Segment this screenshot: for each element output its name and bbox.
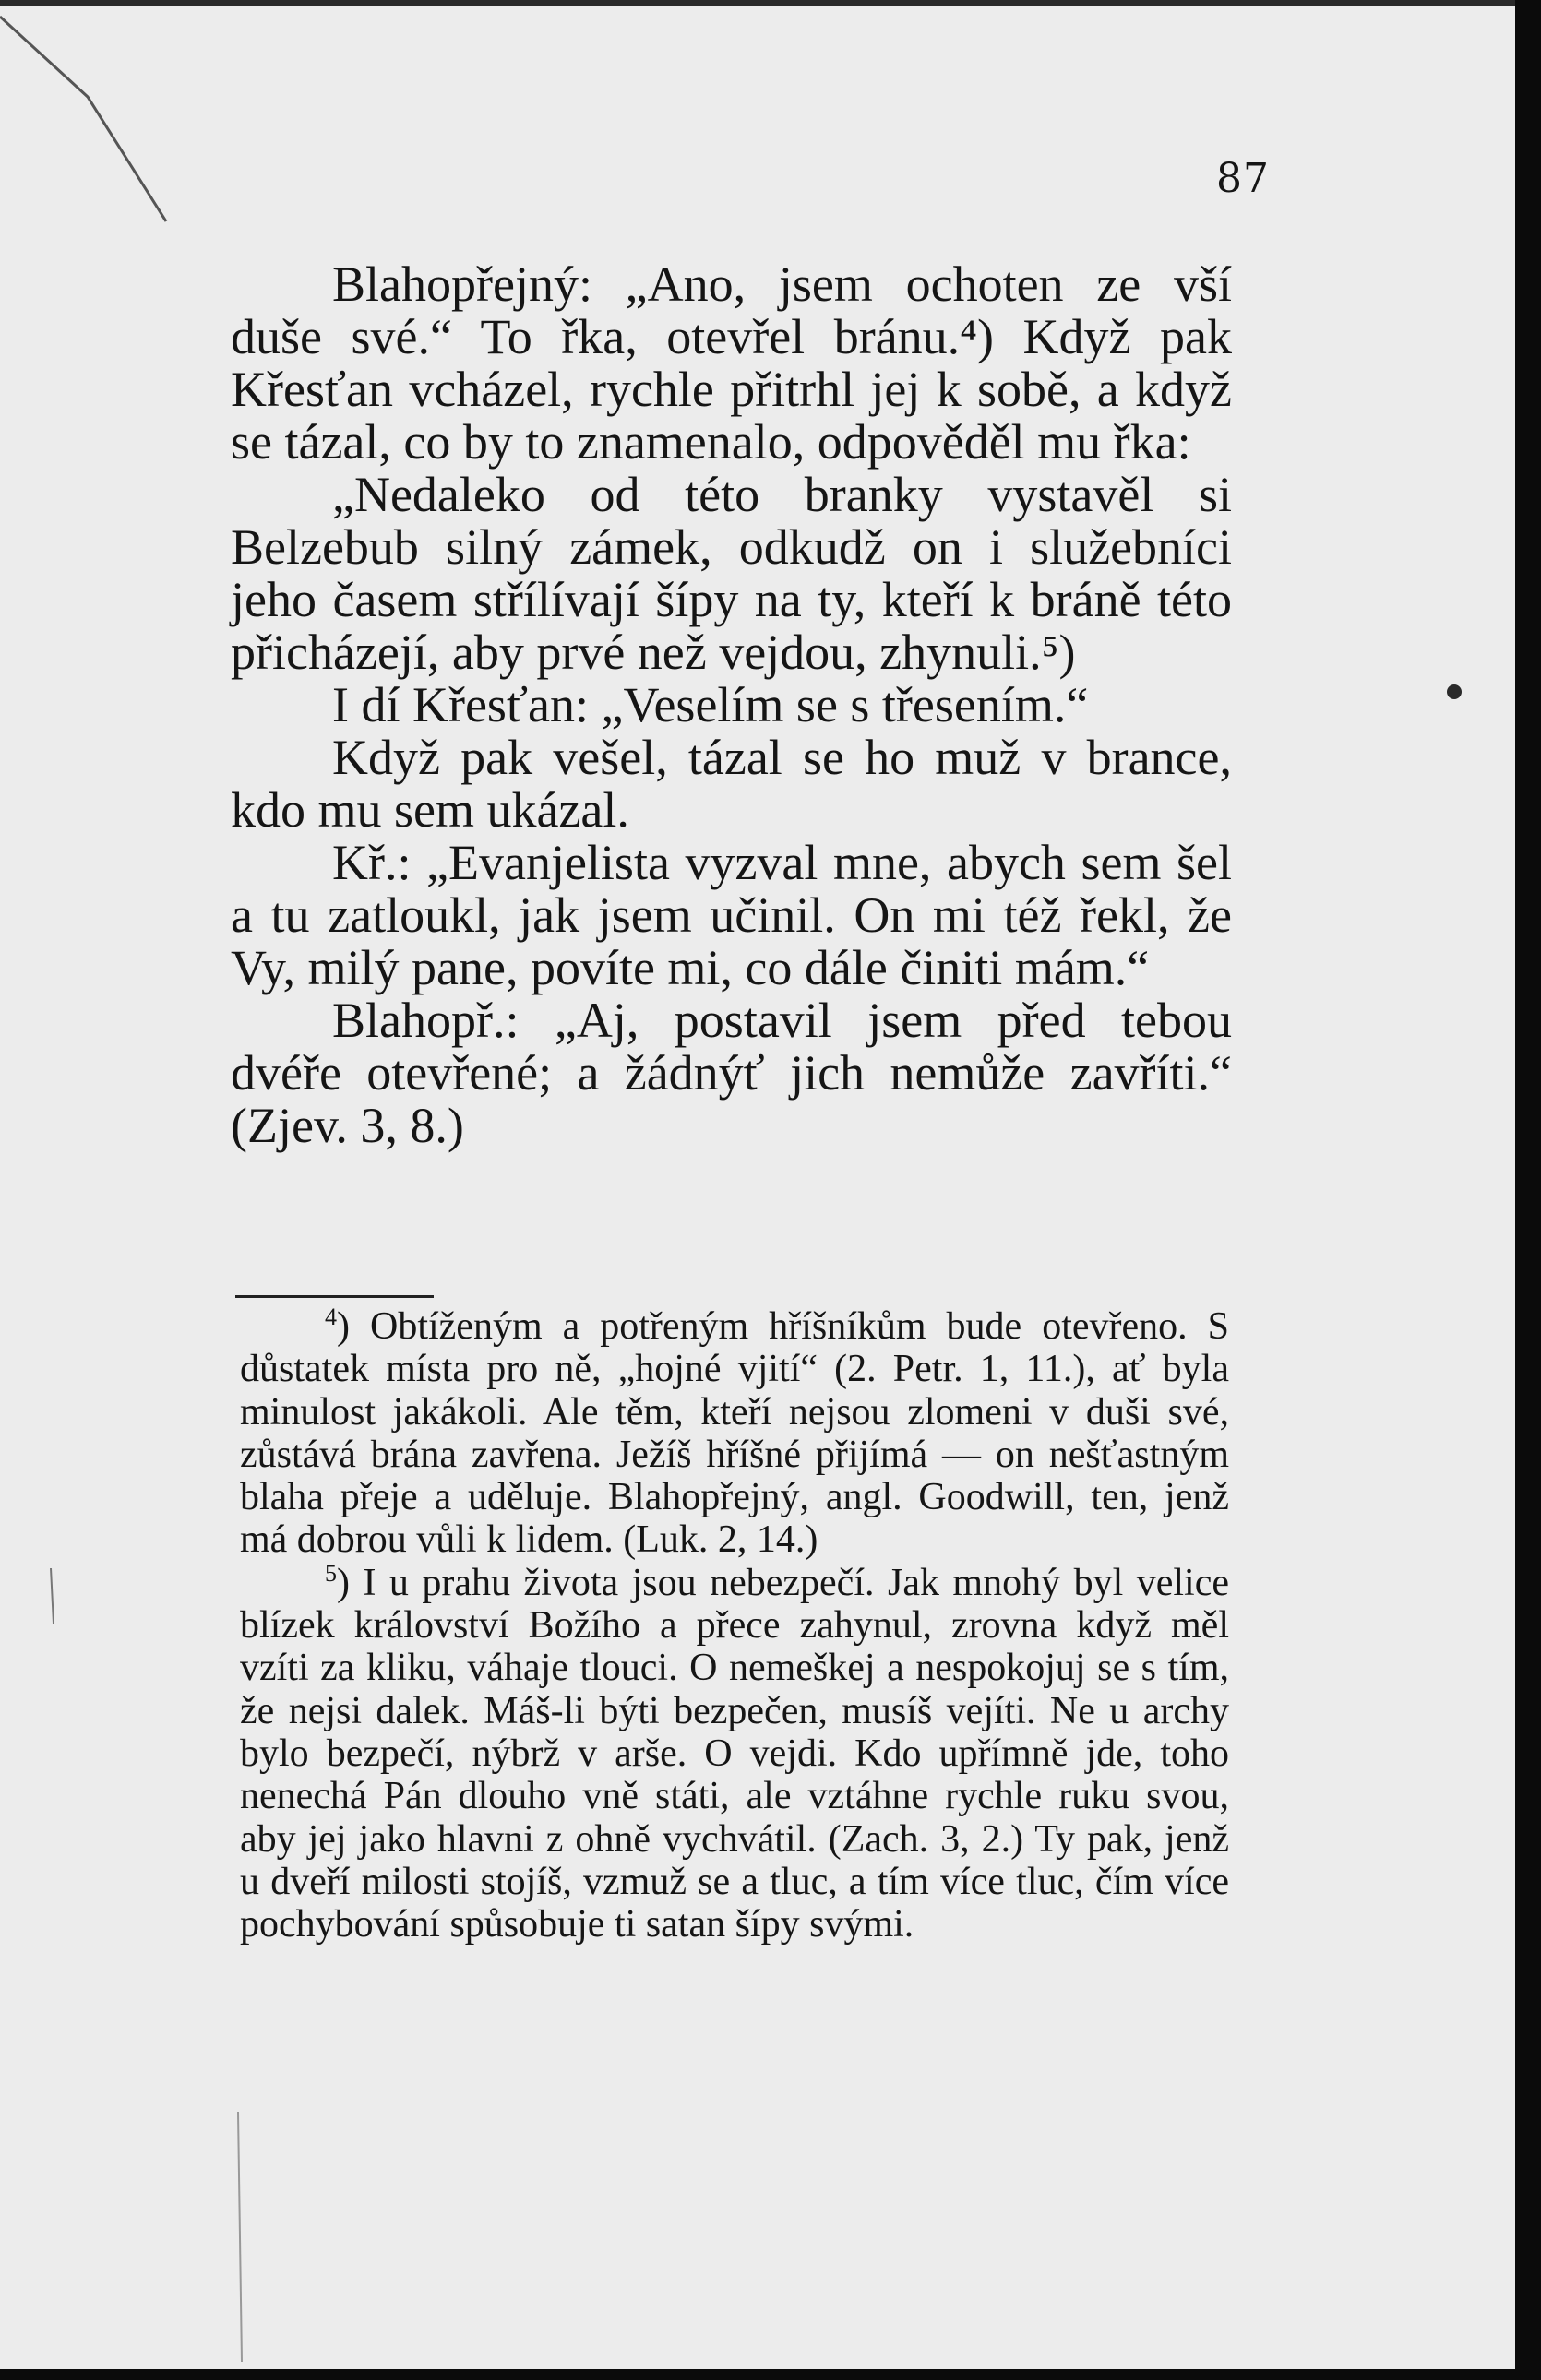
footnotes (240, 1305, 1229, 1946)
footnote (240, 1559, 1229, 1946)
main-text (231, 258, 1232, 1152)
paragraph: Blahopř.: „Aj, postavil jsem před tebou dvéře otevřené; a žádnýť jich nemůže zavříti.“ (Zjev. 3, 8.) (231, 993, 1232, 1153)
paragraph: Kř.: „Evanjelista vyzval mne, abych sem šel a tu zatloukl, jak jsem učinil. On mi též řekl, že Vy, milý pane, povíte mi, co dále činiti mám.“ (231, 835, 1232, 995)
footnote-mark: 5 (325, 1559, 337, 1587)
paragraph: Když pak vešel, tázal se ho muž v brance, kdo mu sem ukázal. (231, 730, 1232, 838)
footnote-separator (235, 1295, 434, 1298)
footnote-text: ) I u prahu života jsou nebezpečí. Jak mnohý byl velice blízek království Božího a přece zahynul, zrovna když měl vzíti za kliku, váhaje tlouci. O nemeškej a nespokojuj se s tím, že nejsi dalek. Máš-li býti bezpečen, musíš vejíti. Ne u archy bylo bezpečí, nýbrž v arše. O vejdi. Kdo upřímně jde, toho nenechá Pán dlouho vně státi, ale vztáhne rychle ruku svou, aby jej jako hlavni z ohně vychvátil. (Zach. 3, 2.) Ty pak, jenž u dveří milosti stojíš, vzmuž se a tluc, a tím více tluc, čím více pochybování spůsobuje ti satan šípy svými. (240, 1561, 1229, 1946)
paragraph: Blahopřejný: „Ano, jsem ochoten ze vší duše své.“ To řka, otevřel bránu.⁴) Když pak Křesťan vcházel, rychle přitrhl jej k sobě, a když se tázal, co by to znamenalo, odpověděl mu řka: (231, 256, 1232, 470)
footnote (240, 1305, 1229, 1562)
paragraph: I dí Křesťan: „Veselím se s třesením.“ (332, 677, 1089, 732)
scan-border (1515, 0, 1541, 2380)
footnote-mark: 4 (325, 1303, 337, 1330)
footnote-text: ) Obtíženým a potřeným hříšníkům bude otevřeno. S důstatek místa pro ně, „hojné vjití“ (2. Petr. 1, 11.), ať byla minulost jakákoli. Ale těm, kteří nejsou zlomeni v duši své, zůstává brána zavřena. Ježíš hříšné přijímá — on nešťastným blaha přeje a uděluje. Blahopřejný, angl. Goodwill, ten, jenž má dobrou vůli k lidem. (Luk. 2, 14.) (240, 1305, 1229, 1562)
paragraph: „Nedaleko od této branky vystavěl si Belzebub silný zámek, odkudž on i služebníci jeho časem střílívají šípy na ty, kteří k bráně této přicházejí, aby prvé než vejdou, zhynuli.⁵) (231, 467, 1232, 680)
margin-ink-dot (1447, 684, 1462, 699)
page-number: 87 (1216, 155, 1270, 202)
